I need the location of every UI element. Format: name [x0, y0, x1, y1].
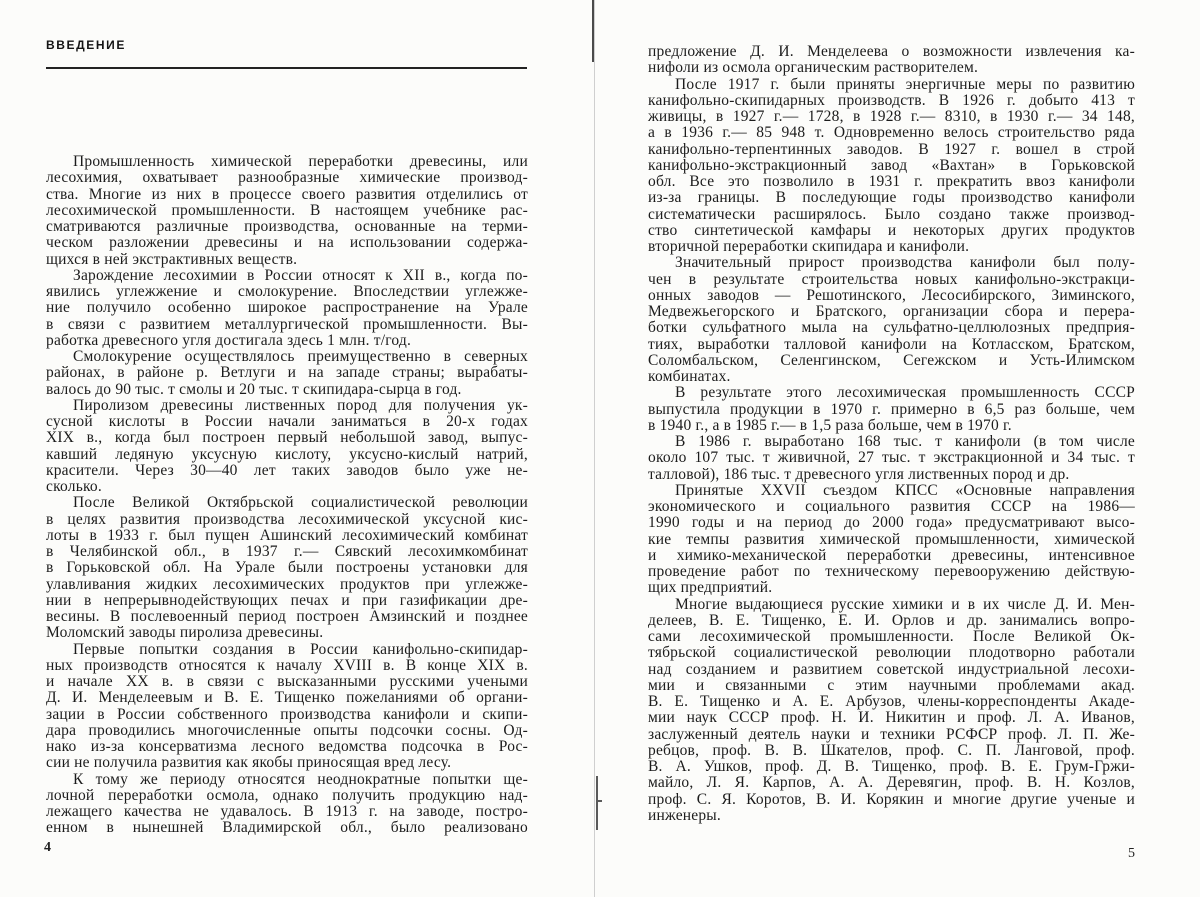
text-line: мии наук СССР проф. Н. И. Никитин и проф. Л. А. Иванов,	[648, 709, 1135, 727]
page-number-right: 5	[1128, 846, 1135, 861]
text-line: обл. Все это позволило в 1931 г. прекратить ввоз канифоли	[648, 173, 1135, 190]
text-line: кие темпы развития химической промышленности, химической	[648, 530, 1135, 548]
text-line: 1990 годы и на период до 2000 года» предусматривают высо-	[648, 514, 1135, 532]
text-line: енном в нынешней Владимирской обл., было реализовано	[46, 819, 528, 837]
text-line: выпустила продукции в 1970 г. примерно в 6,5 раз больше, чем	[648, 400, 1135, 418]
text-line: сколько.	[46, 478, 102, 495]
text-line: ческом разложении древесины и на использовании содержа-	[46, 234, 528, 252]
text-line: валось до 90 тыс. т смолы и 20 тыс. т скипидара-сырца в год.	[46, 380, 462, 398]
text-line: Пиролизом древесины лиственных пород для получения ук-	[73, 396, 528, 414]
text-line: майло, Л. Я. Карпов, А. А. Деревягин, проф. В. Н. Козлов,	[648, 774, 1135, 792]
text-line: щих предприятий.	[648, 579, 773, 597]
text-line: вторичной переработки скипидара и канифоли.	[648, 238, 970, 255]
text-line: ства. Многие из них в процессе своего развития отделились от	[46, 185, 528, 203]
text-line: В результате этого лесохимическая промышленность СССР	[675, 384, 1135, 402]
gutter-line	[594, 0, 595, 897]
text-line: над созданием и развитием советской индустриальной лесохи-	[648, 660, 1135, 678]
paragraph	[648, 44, 1135, 77]
text-line: В. Е. Тищенко и А. Е. Арбузов, члены-корреспонденты Акаде-	[648, 693, 1135, 710]
text-line: Зарождение лесохимии в России относят к XII в., когда по-	[73, 266, 528, 284]
text-line: сматриваются различные производства, основанные на терми-	[46, 218, 528, 235]
paragraph	[648, 597, 1135, 825]
text-line: работка древесного угля достигала здесь 1 млн. т/год.	[46, 331, 412, 349]
text-line: Моломский заводы пиролиза древесины.	[46, 624, 324, 642]
paragraph	[46, 642, 528, 772]
text-line: инженеры.	[648, 806, 721, 824]
text-line: Значительный прирост производства канифоли был полу-	[675, 254, 1135, 272]
text-line: ребцов, проф. В. В. Шкателов, проф. С. П. Ланговой, проф.	[648, 741, 1135, 759]
text-line: Медвежьегорского и Братского, организации сбора и перера-	[648, 303, 1135, 320]
text-line: тиях, выработки талловой канифоли на Котласском, Братском,	[648, 335, 1135, 353]
text-line: ботки сульфатного мыла на сульфатно-целлюлозных предприя-	[648, 319, 1135, 337]
text-line: мии и связанными с этим научными проблемами акад.	[648, 676, 1135, 694]
text-line: лесохимической промышленности. В настоящем учебнике рас-	[46, 201, 528, 219]
text-line: Д. И. Менделеевым и В. Е. Тищенко пожеланиями об органи-	[46, 689, 528, 707]
text-line: нии в непрерывнодействующих печах и при газификации дре-	[46, 591, 528, 609]
paragraph	[46, 772, 528, 837]
text-line: явились углежжение и смолокурение. Впоследствии углежже-	[46, 283, 528, 300]
text-line: чен в результате строительства новых канифольно-экстракци-	[648, 270, 1135, 288]
paragraph	[648, 483, 1135, 597]
paragraph	[648, 385, 1135, 434]
chapter-heading: ВВЕДЕНИЕ	[46, 38, 126, 52]
text-line: щихся в ней экстрактивных веществ.	[46, 250, 298, 268]
text-line: в Горьковской обл. На Урале были построены установки для	[46, 559, 528, 577]
text-line: комбинатах.	[648, 368, 731, 385]
gutter-scan-mark-top	[592, 0, 594, 62]
text-line: в связи с развитием металлургической промышленности. Вы-	[46, 315, 528, 333]
text-line: заслуженный деятель науки и техники РСФСР проф. Л. П. Же-	[648, 725, 1135, 743]
text-line: а в 1936 г.— 85 948 т. Одновременно велось строительство ряда	[648, 124, 1135, 142]
text-line: лесохимия, охватывает разнообразные химические производ-	[46, 169, 528, 187]
text-line: ных производств относятся к началу XVIII в. В конце XIX в.	[46, 656, 528, 674]
text-line: канифольно-экстракционный завод «Вахтан» в Горьковской	[648, 156, 1135, 174]
text-line: сии не получила развития как якобы приносящая вред лесу.	[46, 754, 452, 772]
text-line: Принятые XXVII съездом КПСС «Основные направления	[675, 481, 1135, 499]
text-line: лежащего качества не удавалось. В 1913 г. на заводе, постро-	[46, 803, 528, 820]
paragraph	[46, 398, 528, 496]
paragraph	[46, 495, 528, 641]
right-page-body	[648, 44, 1135, 824]
text-line: XIX в., когда был построен первый небольшой завод, выпус-	[46, 429, 528, 447]
text-line: К тому же периоду относятся неоднократные попытки ще-	[73, 770, 528, 788]
text-line: кавший ледяную уксусную кислоту, уксусно-кислый натрий,	[46, 445, 528, 463]
text-line: лочной переработки осмола, однако получить продукцию над-	[46, 786, 528, 804]
text-line: и начале XX в. в связи с высказанными русскими учеными	[46, 673, 528, 690]
text-line: тябрьской социалистической революции плодотворно работали	[648, 644, 1135, 662]
text-line: нифоли из осмола органическим растворителем.	[648, 59, 979, 77]
text-line: дара проводились многочисленные опыты подсочки сосны. Од-	[46, 721, 528, 739]
left-page-body	[46, 154, 528, 837]
text-line: В. А. Ушков, проф. Д. В. Тищенко, проф. В. Е. Грум-Гржи-	[648, 758, 1135, 775]
paragraph	[648, 434, 1135, 483]
text-line: систематически расширялось. Было создано также производ-	[648, 205, 1135, 223]
text-line: сами лесохимической промышленности. После Великой Ок-	[648, 628, 1135, 645]
text-line: Многие выдающиеся русские химики и в их числе Д. И. Мен-	[675, 595, 1135, 613]
text-line: из-за границы. В последующие годы производство канифоли	[648, 189, 1135, 207]
text-line: После 1917 г. были приняты энергичные меры по развитию	[675, 75, 1135, 93]
text-line: проф. С. Я. Коротов, В. И. Корякин и многие другие ученые и	[648, 790, 1135, 808]
text-line: экономического и социального развития СССР на 1986—	[648, 498, 1135, 515]
text-line: канифольно-скипидарных производств. В 1926 г. добыто 413 т	[648, 91, 1135, 109]
text-line: делеев, В. Е. Тищенко, Е. И. Орлов и др. занимались вопро-	[648, 611, 1135, 629]
text-line: Соломбальском, Селенгинском, Сегежском и Усть-Илимском	[648, 351, 1135, 369]
text-line: талловой), 186 тыс. т древесного угля лиственных пород и др.	[648, 465, 1070, 483]
text-line: в Челябинской обл., в 1937 г.— Сявский лесохимкомбинат	[46, 543, 528, 560]
text-line: зации в России собственного производства канифоли и скипи-	[46, 705, 528, 723]
text-line: онных заводов — Решотинского, Лесосибирского, Зиминского,	[648, 286, 1135, 304]
text-line: ние получило особенно широкое распространение на Урале	[46, 299, 528, 317]
text-line: После Великой Октябрьской социалистической революции	[73, 494, 528, 512]
text-line: ство синтетической камфары и некоторых других продуктов	[648, 221, 1135, 239]
text-line: Смолокурение осуществлялось преимущественно в северных	[73, 348, 528, 365]
text-line: лоты в 1933 г. был пущен Ашинский лесохимический комбинат	[46, 526, 528, 544]
paragraph	[648, 255, 1135, 385]
text-line: сусной кислоты в России начали заниматься в 20-х годах	[46, 413, 528, 430]
text-line: Первые попытки создания в России канифольно-скипидар-	[73, 640, 528, 658]
text-line: улавливания жидких лесохимических продуктов при углежже-	[46, 575, 528, 593]
paragraph	[46, 268, 528, 349]
text-line: в целях развития производства лесохимической уксусной кис-	[46, 510, 528, 528]
text-line: и химико-механической переработки древесины, интенсивное	[648, 546, 1135, 564]
text-line: канифольно-терпентинных заводов. В 1927 г. вошел в строй	[648, 140, 1135, 158]
text-line: В 1986 г. выработано 168 тыс. т канифоли (в том числе	[675, 433, 1135, 450]
text-line: Промышленность химической переработки древесины, или	[73, 153, 528, 170]
left-page	[0, 0, 594, 897]
text-line: нако из-за консерватизма лесного ведомства подсочка в Рос-	[46, 738, 528, 755]
text-line: весины. В послевоенный период построен Амзинский и позднее	[46, 608, 528, 625]
paragraph	[46, 154, 528, 268]
text-line: предложение Д. И. Менделеева о возможности извлечения ка-	[648, 43, 1135, 60]
text-line: красители. Через 30—40 лет таких заводов было уже не-	[46, 461, 528, 479]
text-line: около 107 тыс. т живичной, 27 тыс. т экстракционной и 34 тыс. т	[648, 449, 1135, 467]
text-line: живицы, в 1927 г.— 1728, в 1928 г.— 8310, в 1930 г.— 34 148,	[648, 108, 1135, 125]
text-line: проведение работ по техническому перевооружению действую-	[648, 563, 1135, 580]
paragraph	[648, 77, 1135, 256]
paragraph	[46, 349, 528, 398]
text-line: в 1940 г., а в 1985 г.— в 1,5 раза больше, чем в 1970 г.	[648, 416, 1012, 434]
page-number-left: 4	[44, 840, 51, 855]
heading-rule	[46, 67, 527, 69]
text-line: районах, в районе р. Ветлуги и на западе страны; вырабаты-	[46, 364, 528, 382]
right-page	[596, 0, 1200, 897]
